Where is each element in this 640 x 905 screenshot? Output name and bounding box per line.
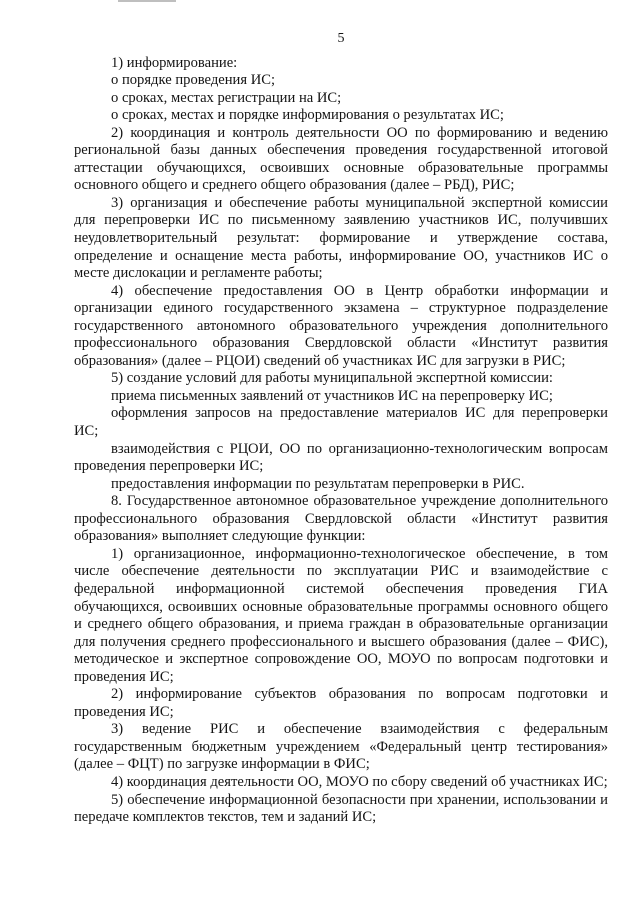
- paragraph-function-2: 2) информирование субъектов образования по вопросам подготовки и проведения ИС;: [74, 686, 608, 720]
- paragraph-interaction: взаимодействия с РЦОИ, ОО по организационно-технологическим вопросам проведения перепроверки ИС;: [74, 440, 608, 475]
- paragraph-section-8: 8. Государственное автономное образовательное учреждение дополнительного профессионального образования Свердловской области «Институт развития образования» выполняет следующие функции:: [74, 493, 608, 545]
- paragraph-function-4: 4) координация деятельности ОО, МОУО по сбору сведений об участниках ИС;: [111, 773, 608, 790]
- paragraph-results-info: предоставления информации по результатам перепроверки в РИС.: [111, 475, 525, 492]
- paragraph-function-1: 1) организационное, информационно-технологическое обеспечение, в том числе обеспечение деятельности по эксплуатации РИС и взаимодействие с федеральной информационной системой обеспечения проведения ГИА обучающихся, освоивших основные образовательные программы основного общего и среднего общего образования, и приема граждан в образовательные организации для получения среднего профессионального и высшего образования (далее – ФИС), методическое и экспертное сопровождение ОО, МОУО по вопросам подготовки и проведения ИС;: [74, 545, 608, 685]
- paragraph-informing-heading: 1) информирование:: [111, 54, 238, 71]
- paragraph-rcoi-data: 4) обеспечение предоставления ОО в Центр обработки информации и организации единого государственного экзамена – структурное подразделение государственного автономного образовательного учреждения дополнительного профессионального образования Свердловской области «Институт развития образования» (далее – РЦОИ) сведений об участниках ИС для загрузки в РИС;: [74, 282, 608, 369]
- scan-edge-mark: [118, 0, 176, 2]
- paragraph-function-3: 3) ведение РИС и обеспечение взаимодействия с федеральным государственным бюджетным учреждением «Федеральный центр тестирования» (далее – ФЦТ) по загрузке информации в ФИС;: [74, 721, 608, 773]
- paragraph-coordination-rbd: 2) координация и контроль деятельности ОО по формированию и ведению региональной базы данных обеспечения проведения государственной итоговой аттестации обучающихся, освоивших основные образовательные программы основного общего и среднего общего образования (далее – РБД), РИС;: [74, 124, 608, 194]
- paragraph-expert-commission: 3) организация и обеспечение работы муниципальной экспертной комиссии для перепроверки ИС по письменному заявлению участников ИС, получивших неудовлетворительный результат: формирование и утверждение состава, определение и оснащение места работы, информирование ОО, участников ИС о месте дислокации и регламенте работы;: [74, 194, 608, 282]
- page-number: 5: [337, 31, 345, 46]
- paragraph-informing-results: о сроках, местах и порядке информирования о результатах ИС;: [111, 107, 504, 124]
- paragraph-function-5: 5) обеспечение информационной безопасности при хранении, использовании и передаче комплектов текстов, тем и заданий ИС;: [74, 791, 608, 826]
- document-page: [74, 30, 608, 827]
- paragraph-commission-conditions: 5) создание условий для работы муниципальной экспертной комиссии:: [111, 370, 553, 387]
- paragraph-informing-registration: о сроках, местах регистрации на ИС;: [111, 89, 342, 106]
- paragraph-requests: оформления запросов на предоставление материалов ИС для перепроверки ИС;: [74, 405, 608, 440]
- paragraph-informing-procedure: о порядке проведения ИС;: [111, 72, 276, 89]
- paragraph-applications: приема письменных заявлений от участников ИС на перепроверку ИС;: [111, 387, 553, 404]
